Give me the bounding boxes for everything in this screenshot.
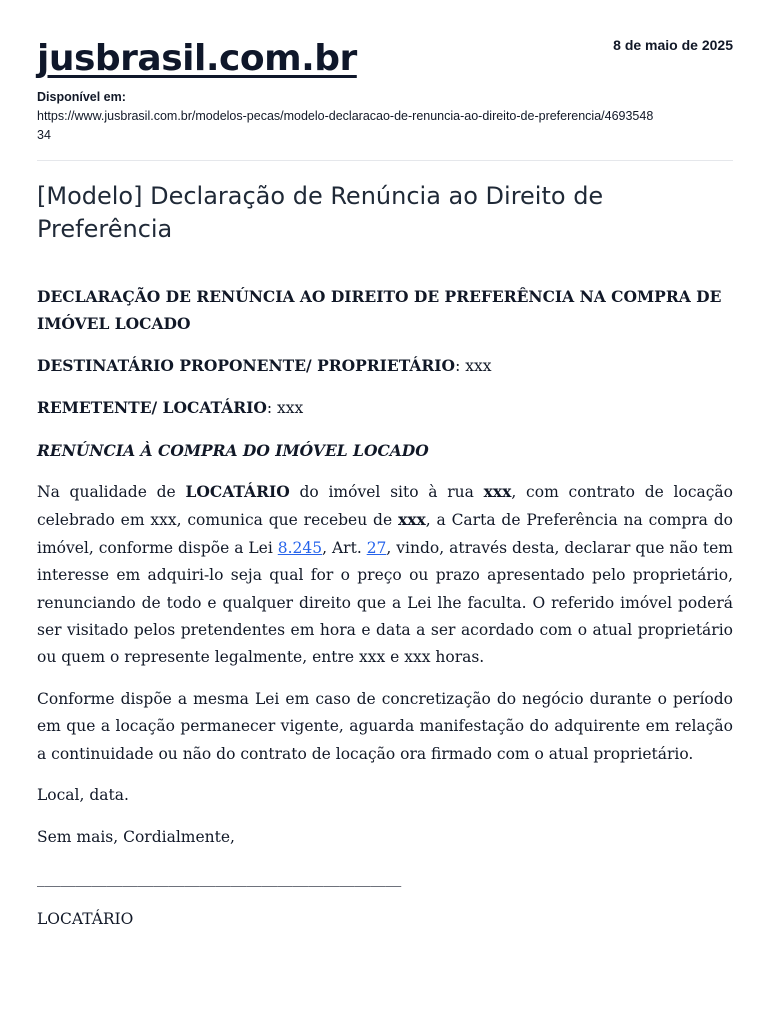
sender-line — [37, 394, 733, 422]
p1-text-6: , vindo, através desta, declarar que não tem interesse em adquiri-lo seja qual for o preço ou prazo apresentado pelo proprietário, renunciando de todo e qualquer direito que a Lei lhe faculta. O referido imóvel poderá ser visitado pelos pretendentes em hora e data a ser acordado com o atual proprietário ou quem o represente legalmente, entre xxx e xxx horas. — [37, 538, 733, 667]
sender-value: : xxx — [266, 399, 304, 418]
article-link[interactable]: 27 — [366, 538, 387, 557]
sender-label: REMETENTE/ LOCATÁRIO — [37, 398, 267, 418]
p1-text-3: , com contrato de locação celebrado em xxx, comunica que recebeu de — [37, 483, 733, 530]
paragraph-1 — [37, 478, 733, 672]
p1-bold-locatario: LOCATÁRIO — [185, 482, 290, 502]
recipient-line — [37, 352, 733, 380]
p1-bold-sender: xxx — [397, 510, 426, 530]
recipient-label: DESTINATÁRIO PROPONENTE/ PROPRIETÁRIO — [37, 355, 456, 375]
document-body — [37, 283, 733, 948]
p1-text-2: do imóvel sito à rua — [289, 483, 484, 502]
paragraph-2: Conforme dispõe a mesma Lei em caso de concretização do negócio durante o período em que a locação permanecer vigente, aguarda manifestação do adquirente em relação a continuidade ou não do contrato de locação ora firmado com o atual proprietário. — [37, 689, 733, 763]
section-heading: RENÚNCIA À COMPRA DO IMÓVEL LOCADO — [37, 440, 429, 460]
place-date: Local, data. — [37, 786, 129, 805]
p1-text-4: , a Carta de Preferência na compra do imóvel, conforme dispõe a Lei — [37, 511, 733, 557]
document-title: [Modelo] Declaração de Renúncia ao Direito de Preferência — [37, 182, 604, 243]
header — [37, 0, 733, 161]
declaration-heading: DECLARAÇÃO DE RENÚNCIA AO DIREITO DE PREFERÊNCIA NA COMPRA DE IMÓVEL LOCADO — [37, 287, 722, 334]
print-date: 8 de maio de 2025 — [613, 37, 733, 53]
p1-text-1: Na qualidade de — [37, 483, 186, 502]
closing: Sem mais, Cordialmente, — [37, 827, 235, 846]
law-link[interactable]: 8.245 — [277, 538, 323, 557]
source-url: https://www.jusbrasil.com.br/modelos-pecas/modelo-declaracao-de-renuncia-ao-direito-de-preferencia/469354834 — [37, 109, 654, 142]
page — [37, 0, 733, 929]
available-label: Disponível em: — [37, 90, 126, 104]
p1-text-5: , Art. — [322, 538, 367, 557]
signer-label: LOCATÁRIO — [37, 910, 134, 929]
p1-bold-street: xxx — [483, 482, 512, 502]
signature-line: _______________________________________________ — [37, 868, 402, 887]
site-logo[interactable]: jusbrasil.com.br — [37, 38, 357, 79]
recipient-value: : xxx — [455, 356, 492, 375]
